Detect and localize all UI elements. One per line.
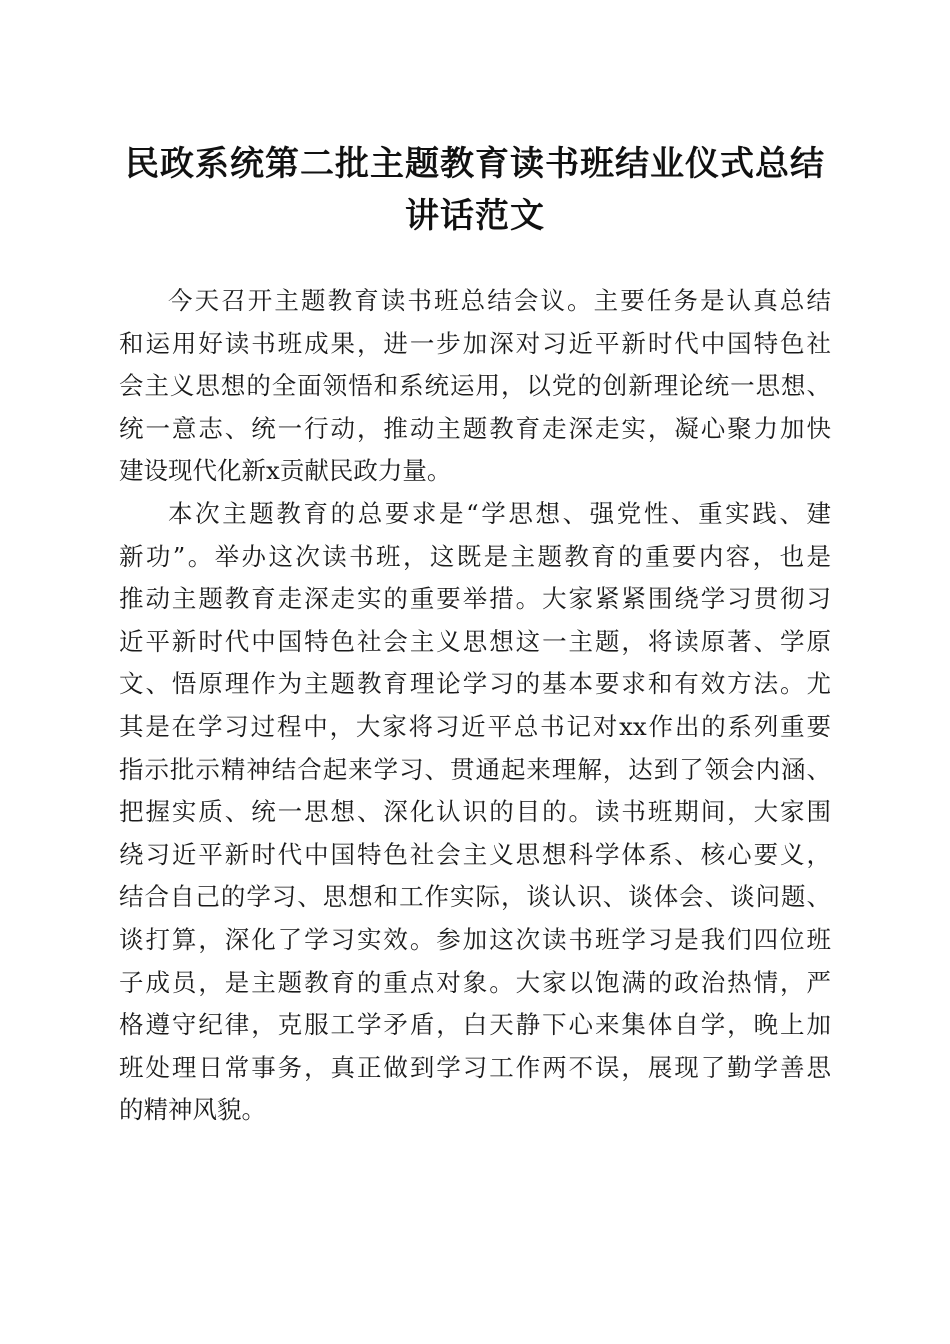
text-line: 把握实质、统一思想、深化认识的目的。读书班期间，大家围 — [119, 797, 831, 827]
document-body — [119, 280, 831, 1132]
text-line: 班处理日常事务，真正做到学习工作两不误，展现了勤学善思 — [119, 1052, 831, 1082]
text-line: 格遵守纪律，克服工学矛盾，白天静下心来集体自学，晚上加 — [119, 1010, 831, 1040]
title-line-1: 民政系统第二批主题教育读书班结业仪式总结 — [125, 144, 825, 184]
text-line: 今天召开主题教育读书班总结会议。主要任务是认真总结 — [168, 286, 831, 315]
text-line: 建设现代化新x贡献民政力量。 — [119, 456, 452, 486]
text-line: 新功”。举办这次读书班，这既是主题教育的重要内容，也是 — [119, 541, 831, 571]
paragraph-2 — [119, 493, 831, 1132]
text-line: 统一意志、统一行动，推动主题教育走深走实，凝心聚力加快 — [119, 413, 831, 443]
text-line: 会主义思想的全面领悟和系统运用，以党的创新理论统一思想、 — [119, 371, 831, 401]
text-line: 的精神风貌。 — [119, 1095, 266, 1125]
text-line: 指示批示精神结合起来学习、贯通起来理解，达到了领会内涵、 — [119, 754, 831, 784]
text-line: 推动主题教育走深走实的重要举措。大家紧紧围绕学习贯彻习 — [119, 584, 831, 614]
page-title — [100, 138, 850, 242]
text-line: 谈打算，深化了学习实效。参加这次读书班学习是我们四位班 — [119, 924, 831, 954]
paragraph-1 — [119, 280, 831, 493]
text-line: 其是在学习过程中，大家将习近平总书记对xx作出的系列重要 — [119, 711, 831, 741]
title-line-2: 讲话范文 — [405, 196, 545, 236]
text-line: 近平新时代中国特色社会主义思想这一主题，将读原著、学原 — [119, 626, 831, 656]
text-line: 结合自己的学习、思想和工作实际，谈认识、谈体会、谈问题、 — [119, 882, 831, 912]
text-line: 绕习近平新时代中国特色社会主义思想科学体系、核心要义， — [119, 839, 831, 869]
text-line: 和运用好读书班成果，进一步加深对习近平新时代中国特色社 — [119, 328, 831, 358]
text-line: 本次主题教育的总要求是“学思想、强党性、重实践、建 — [168, 498, 831, 528]
text-line: 文、悟原理作为主题教育理论学习的基本要求和有效方法。尤 — [119, 669, 831, 699]
text-line: 子成员，是主题教育的重点对象。大家以饱满的政治热情，严 — [119, 967, 831, 997]
